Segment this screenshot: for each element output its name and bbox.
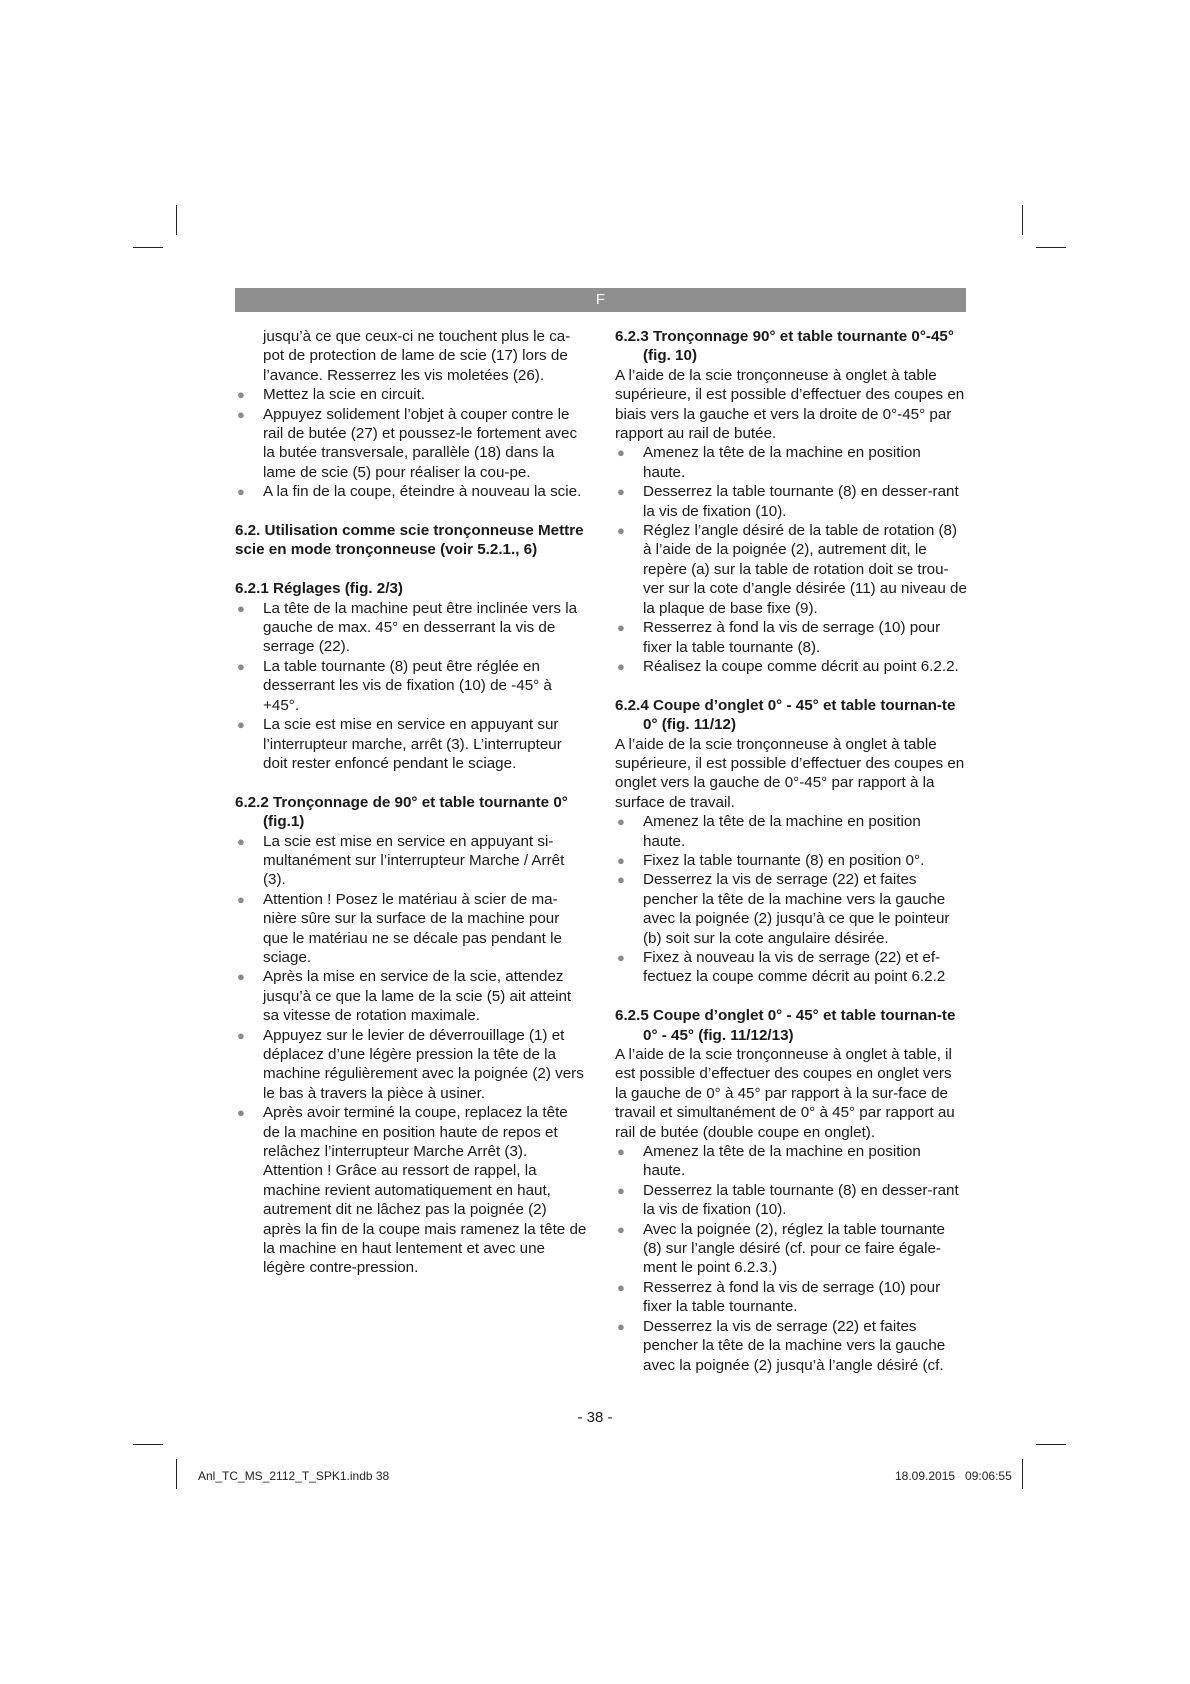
bullet-text: Desserrez la table tournante (8) en desser-rant la vis de fixation (10). [643, 483, 959, 520]
crop-mark [1022, 1459, 1023, 1489]
bullet-item [615, 482, 967, 521]
bullet-text: Réglez l’angle désiré de la table de rotation (8) à l’aide de la poignée (2), autrement dit, le repère (a) sur la table de rotation doit se trou-ver sur la cote d’angle désirée (11) au niveau de la plaque de base fixe (9). [643, 522, 967, 617]
section-heading: 6.2. Utilisation comme scie tronçonneuse Mettre scie en mode tronçonneuse (voir 5.2.1., 6) [235, 522, 584, 559]
paragraph: A l’aide de la scie tronçonneuse à onglet à table supérieure, il est possible d’effectuer des coupes en biais vers la gauche et vers la droite de 0°-45° par rapport au rail de butée. [615, 366, 965, 443]
bullet-icon: ● [617, 1279, 625, 1295]
bullet-item [235, 715, 587, 773]
bullet-item [235, 657, 587, 715]
bullet-item [615, 948, 967, 987]
paragraph: A l’aide de la scie tronçonneuse à onglet à table, il est possible d’effectuer des coupes en onglet vers la gauche de 0° à 45° par rapport à la sur-face de travail et simultanément de 0° à 45° par rapport au rail de butée (double coupe en onglet). [615, 1046, 955, 1141]
bullet-icon: ● [237, 717, 245, 733]
bullet-text: Resserrez à fond la vis de serrage (10) pour fixer la table tournante (8). [643, 619, 941, 656]
crop-mark [176, 205, 177, 235]
bullet-text: La table tournante (8) peut être réglée en desserrant les vis de fixation (10) de -45° à +45°. [263, 657, 552, 714]
bullet-text: La scie est mise en service en appuyant si-multanément sur l’interrupteur Marche / Arrêt (3). [263, 832, 565, 889]
bullet-text: Fixez à nouveau la vis de serrage (22) et ef-fectuez la coupe comme décrit au point 6.2.2 [643, 948, 946, 986]
bullet-text: Desserrez la table tournante (8) en desser-rant la vis de fixation (10). [643, 1181, 959, 1219]
bullet-item [235, 1103, 587, 1278]
crop-mark [133, 1444, 163, 1445]
paragraph-gap [235, 560, 587, 579]
paragraph-gap [615, 676, 967, 695]
crop-mark [133, 247, 163, 248]
bullet-item [615, 618, 967, 657]
bullet-text: Avec la poignée (2), réglez la table tournante (8) sur l’angle désiré (cf. pour ce faire égale-ment le point 6.2.3.) [643, 1220, 945, 1277]
bullet-item [615, 870, 967, 948]
footer-file: Anl_TC_MS_2112_T_SPK1.indb 38 [198, 1469, 390, 1483]
bullet-icon: ● [617, 445, 625, 461]
bullet-text: Amenez la tête de la machine en position haute. [643, 444, 921, 481]
paragraph: A l’aide de la scie tronçonneuse à onglet à table supérieure, il est possible d’effectuer des coupes en onglet vers la gauche de 0°-45° par rapport à la surface de travail. [615, 735, 965, 811]
section-heading: 6.2.5 Coupe d’onglet 0° - 45° et table tournan-te 0° - 45° (fig. 11/12/13) [615, 1007, 956, 1044]
page-number: - 38 - [577, 1409, 613, 1426]
bullet-icon: ● [237, 891, 245, 907]
bullet-text: La scie est mise en service en appuyant sur l’interrupteur marche, arrêt (3). L’interrupteur doit rester enfoncé pendant le sciage. [263, 716, 562, 772]
bullet-item [235, 967, 587, 1025]
bullet-icon: ● [617, 1182, 625, 1198]
bullet-icon: ● [237, 833, 245, 849]
crop-mark [1036, 1444, 1066, 1445]
bullet-item [235, 385, 587, 404]
bullet-text: Resserrez à fond la vis de serrage (10) pour fixer la table tournante. [643, 1278, 941, 1316]
bullet-icon: ● [237, 1105, 245, 1121]
bullet-icon: ● [617, 872, 625, 888]
bullet-text: Amenez la tête de la machine en position haute. [643, 813, 921, 850]
bullet-text: Après avoir terminé la coupe, replacez la tête de la machine en position haute de repos et relâchez l’interrupteur Marche Arrêt (3). Attention ! Grâce au ressort de rappel, la machine revient automatiquement en haut, autrement dit ne lâchez pas la poignée (2) après la fin de la coupe mais ramenez la tête de la machine en haut lentement et avec une légère contre-pression. [263, 1104, 587, 1277]
bullet-item [615, 1317, 967, 1375]
bullet-item [615, 1278, 967, 1317]
bullet-text: Appuyez solidement l’objet à couper contre le rail de butée (27) et poussez-le fortement avec la butée transversale, parallèle (18) dans la lame de scie (5) pour réaliser la cou-pe. [263, 405, 578, 481]
bullet-icon: ● [617, 1221, 625, 1237]
left-column [235, 327, 587, 1278]
bullet-item [235, 482, 587, 501]
bullet-item [235, 599, 587, 657]
bullet-icon: ● [237, 387, 245, 403]
bullet-text: La tête de la machine peut être inclinée vers la gauche de max. 45° en desserrant la vis de serrage (22). [263, 599, 578, 656]
bullet-text: Amenez la tête de la machine en position haute. [643, 1143, 921, 1180]
bullet-text: Après la mise en service de la scie, attendez jusqu’à ce que la lame de la scie (5) ait atteint sa vitesse de rotation maximale. [263, 968, 572, 1025]
bullet-icon: ● [617, 658, 625, 674]
bullet-item [615, 443, 967, 482]
paragraph-gap [235, 502, 587, 521]
right-column [615, 327, 967, 1375]
language-code: F [595, 291, 606, 308]
bullet-text: Desserrez la vis de serrage (22) et faites pencher la tête de la machine vers la gauche avec la poignée (2) jusqu’à l’angle désiré (cf. [643, 1317, 946, 1374]
bullet-text: Appuyez sur le levier de déverrouillage (1) et déplacez d’une légère pression la tête de la machine régulièrement avec la poignée (2) vers le bas à travers la pièce à usiner. [263, 1026, 584, 1102]
bullet-item [615, 812, 967, 851]
bullet-text: Fixez la table tournante (8) en position 0°. [643, 851, 925, 869]
crop-mark [176, 1459, 177, 1489]
footer-datetime: 18.09.2015 09:06:55 [895, 1469, 1012, 1483]
bullet-icon: ● [617, 484, 625, 500]
section-heading: 6.2.1 Réglages (fig. 2/3) [235, 580, 403, 598]
bullet-text: Attention ! Posez le matériau à scier de ma-nière sûre sur la surface de la machine pour que le matériau ne se décale pas pendant le sciage. [263, 890, 562, 966]
bullet-icon: ● [617, 949, 625, 965]
bullet-icon: ● [237, 969, 245, 985]
bullet-item [235, 890, 587, 968]
bullet-text: Mettez la scie en circuit. [263, 386, 426, 404]
bullet-icon: ● [617, 814, 625, 830]
bullet-text: A la fin de la coupe, éteindre à nouveau la scie. [263, 483, 582, 501]
bullet-icon: ● [237, 406, 245, 422]
bullet-item [615, 521, 967, 618]
crop-mark [1022, 205, 1023, 235]
bullet-icon: ● [617, 852, 625, 868]
continued-bullet-text: jusqu’à ce que ceux-ci ne touchent plus le ca-pot de protection de lame de scie (17) lors de l’avance. Resserrez les vis moletées (26). [263, 328, 571, 384]
paragraph-gap [235, 773, 587, 792]
bullet-icon: ● [237, 600, 245, 616]
section-heading: 6.2.4 Coupe d’onglet 0° - 45° et table tournan-te 0° (fig. 11/12) [615, 696, 956, 734]
bullet-icon: ● [617, 1318, 625, 1334]
section-heading: 6.2.3 Tronçonnage 90° et table tournante 0°-45° (fig. 10) [615, 328, 954, 365]
bullet-icon: ● [617, 620, 625, 636]
section-heading: 6.2.2 Tronçonnage de 90° et table tournante 0° (fig.1) [235, 793, 568, 831]
bullet-text: Desserrez la vis de serrage (22) et faites pencher la tête de la machine vers la gauche avec la poignée (2) jusqu’à ce que le pointeur (b) soit sur la cote angulaire désirée. [643, 871, 950, 947]
bullet-icon: ● [237, 484, 245, 500]
bullet-item [615, 1142, 967, 1181]
bullet-icon: ● [617, 523, 625, 539]
bullet-item [615, 1181, 967, 1220]
bullet-item [615, 657, 967, 676]
bullet-icon: ● [237, 658, 245, 674]
bullet-item [235, 832, 587, 890]
bullet-item [235, 405, 587, 483]
bullet-item [615, 851, 967, 870]
bullet-text: Réalisez la coupe comme décrit au point 6.2.2. [643, 657, 959, 675]
language-header-bar [235, 288, 966, 312]
bullet-icon: ● [237, 1027, 245, 1043]
bullet-item [235, 1026, 587, 1104]
bullet-icon: ● [617, 1144, 625, 1160]
paragraph-gap [615, 987, 967, 1006]
crop-mark [1036, 247, 1066, 248]
bullet-item [615, 1220, 967, 1278]
